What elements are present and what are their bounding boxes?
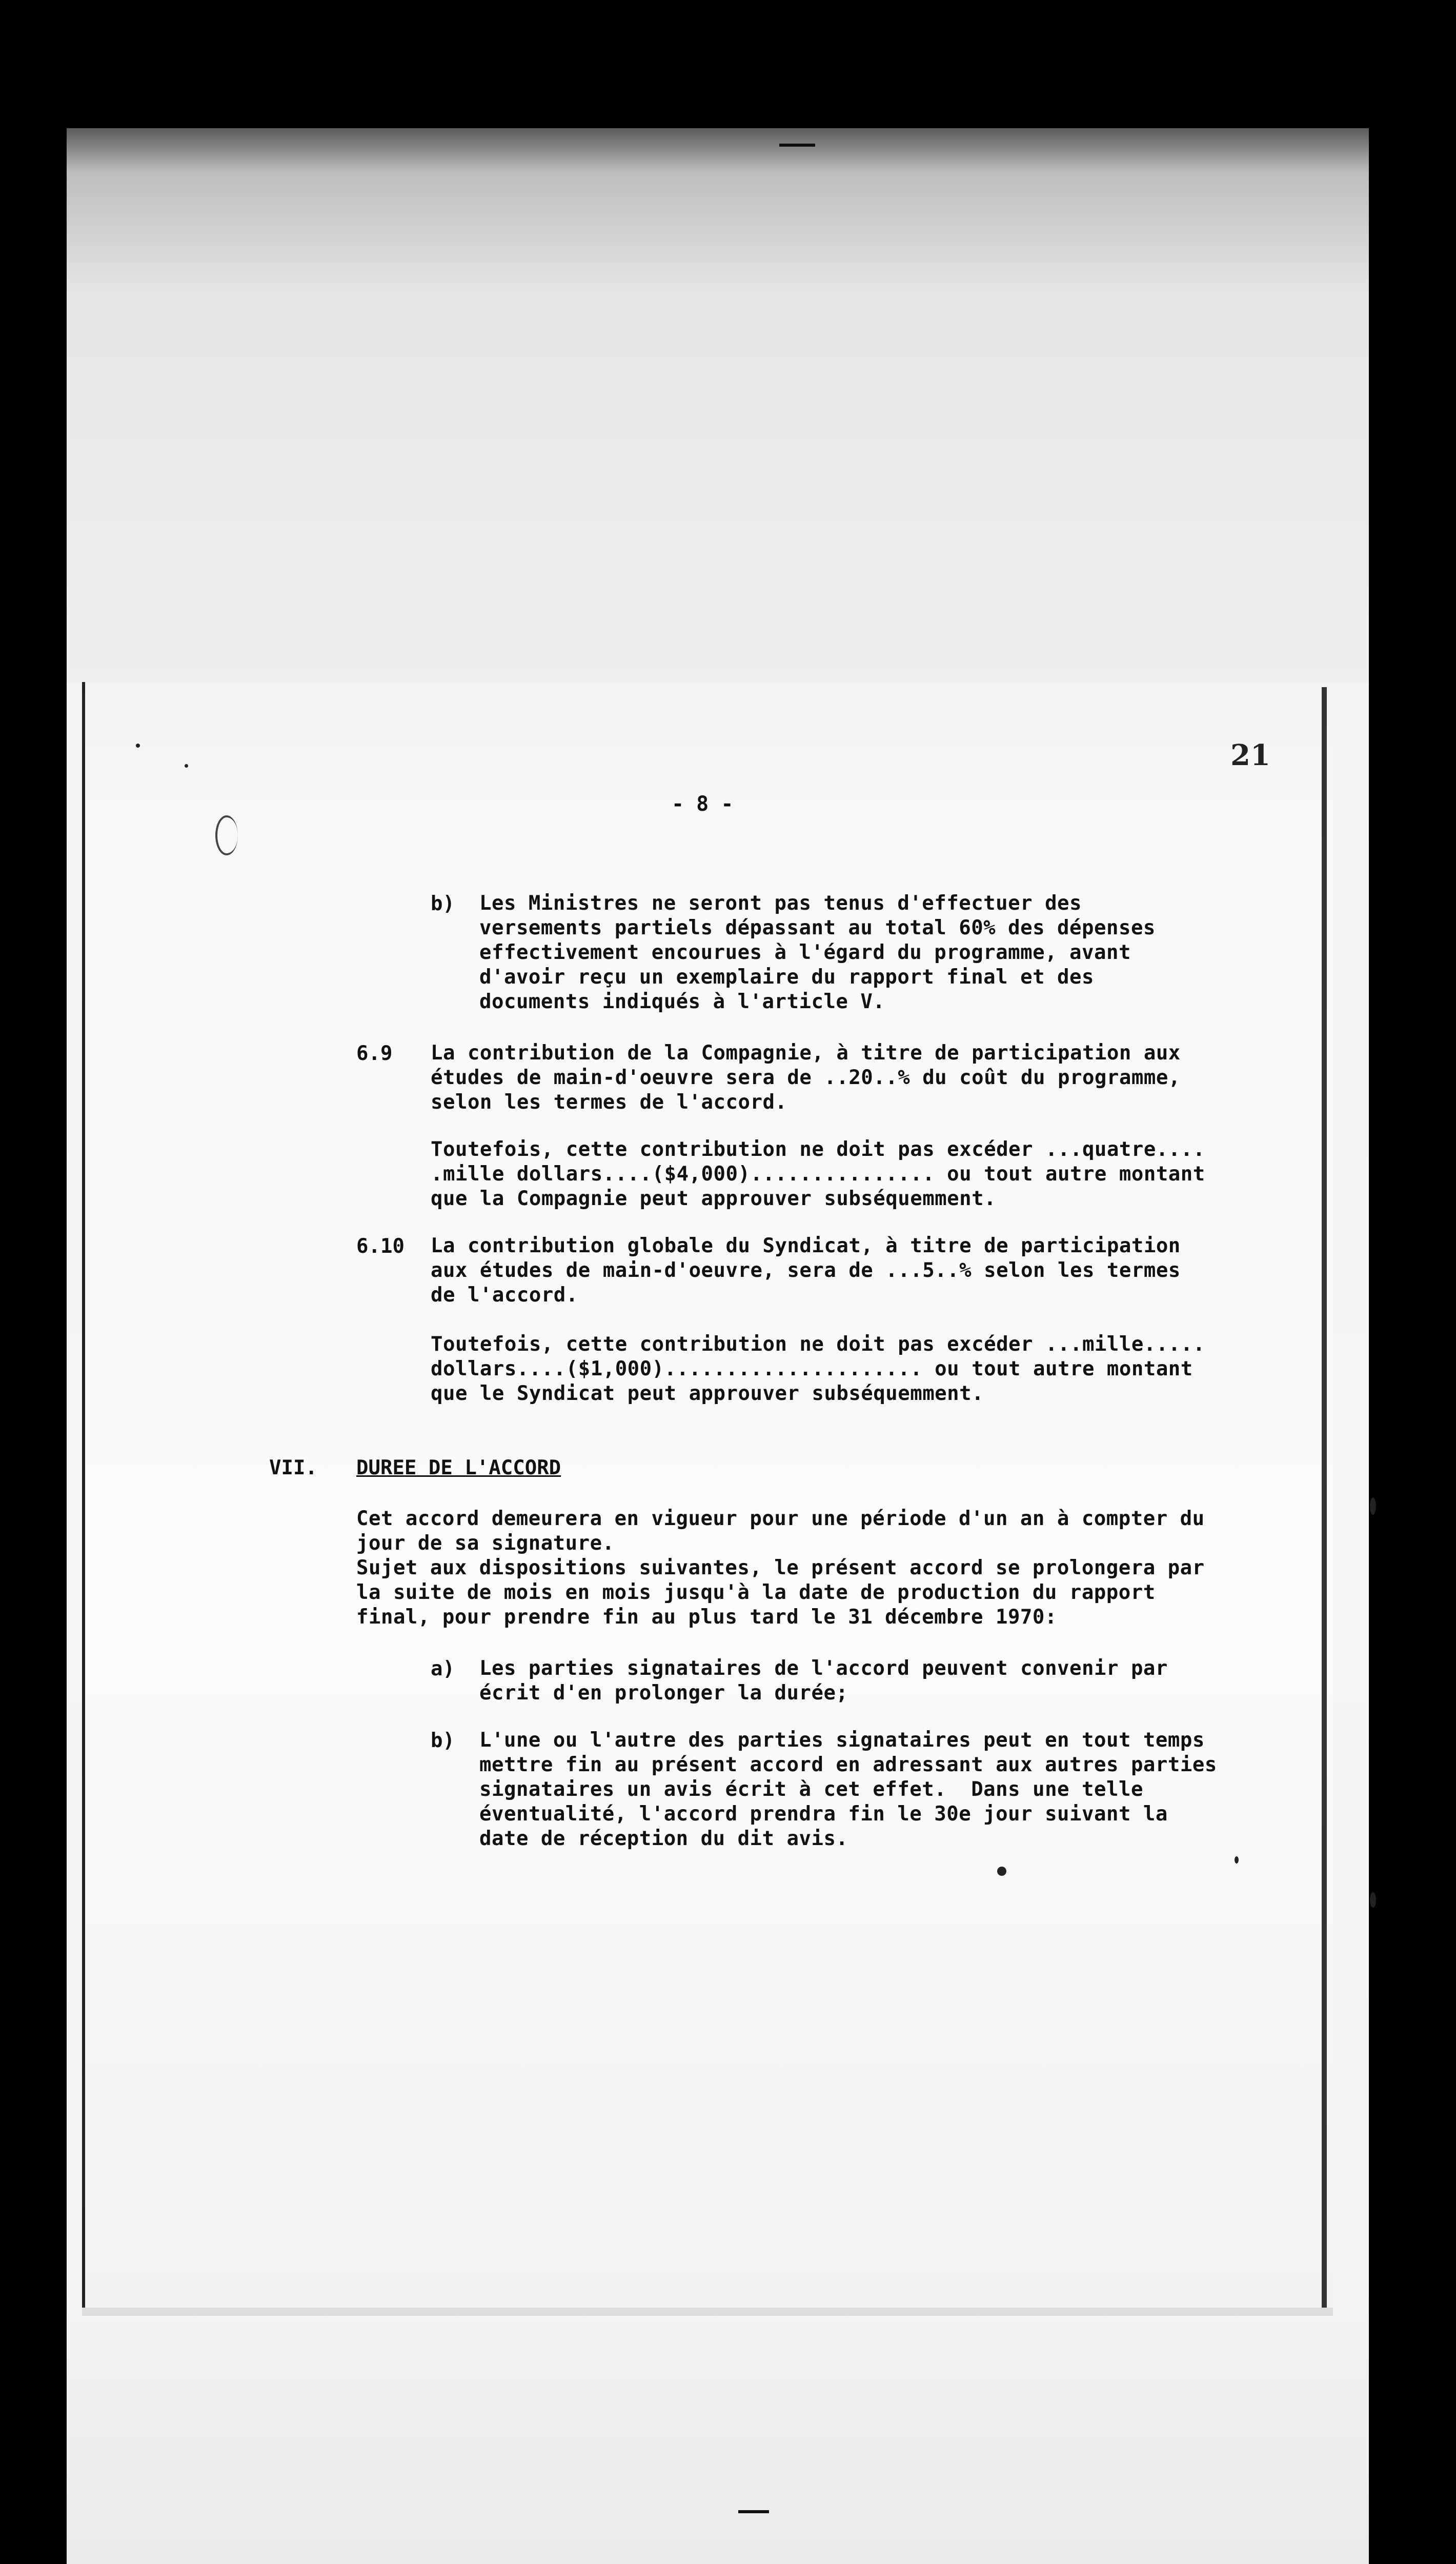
- speck: [1235, 1856, 1239, 1864]
- section-vii-line: Cet accord demeurera en vigueur pour une période d'un an à compter du: [356, 1507, 1205, 1530]
- section-vii-number: VII.: [269, 1456, 317, 1479]
- section-6-9-line: études de main-d'oeuvre sera de ..20..% du coût du programme,: [431, 1066, 1181, 1089]
- section-vii-item-a-label: a): [431, 1657, 455, 1680]
- section-vii-line: Sujet aux dispositions suivantes, le présent accord se prolongera par: [356, 1556, 1205, 1579]
- section-vii-item-b-line: L'une ou l'autre des parties signataires peut en tout temps: [479, 1729, 1205, 1752]
- section-6-9-line: La contribution de la Compagnie, à titre de participation aux: [431, 1041, 1181, 1065]
- section-6-9-toutefois-line: Toutefois, cette contribution ne doit pas excéder ...quatre....: [431, 1138, 1205, 1161]
- section-6-9-number: 6.9: [356, 1042, 393, 1065]
- stamp-number: 21: [1230, 738, 1270, 772]
- speck: [997, 1867, 1006, 1876]
- section-vii-item-b-line: mettre fin au présent accord en adressant aux autres parties: [479, 1753, 1217, 1776]
- hole-punch-artifact: [215, 815, 238, 855]
- item-b-line: d'avoir reçu un exemplaire du rapport final et des: [479, 966, 1094, 989]
- section-6-10-toutefois-line: Toutefois, cette contribution ne doit pas excéder ...mille.....: [431, 1333, 1205, 1356]
- previous-frame-area: [67, 128, 1369, 682]
- section-vii-item-b-label: b): [431, 1729, 455, 1752]
- section-vii-item-b-line: éventualité, l'accord prendra fin le 30e jour suivant la: [479, 1802, 1168, 1826]
- section-6-9-toutefois-line: que la Compagnie peut approuver subséquemment.: [431, 1187, 997, 1210]
- section-vii-line: final, pour prendre fin au plus tard le 31 décembre 1970:: [356, 1606, 1057, 1629]
- section-6-9-toutefois-line: .mille dollars....($4,000)............... ou tout autre montant: [431, 1163, 1205, 1186]
- frame-mark-middle: [738, 2510, 769, 2513]
- section-6-10-toutefois-line: dollars....($1,000)..................... ou tout autre montant: [431, 1357, 1193, 1380]
- section-vii-line: la suite de mois en mois jusqu'à la date de production du rapport: [356, 1581, 1156, 1604]
- section-6-10-number: 6.10: [356, 1235, 405, 1258]
- item-b-line: Les Ministres ne seront pas tenus d'effectuer des: [479, 892, 1082, 915]
- frame-mark-top: [779, 144, 815, 147]
- section-6-10-toutefois-line: que le Syndicat peut approuver subséquemment.: [431, 1382, 984, 1405]
- page-bottom-edge: [82, 2308, 1333, 2316]
- section-vii-item-b-line: date de réception du dit avis.: [479, 1827, 848, 1850]
- speck: [136, 744, 140, 748]
- item-b-line: versements partiels dépassant au total 60% des dépenses: [479, 916, 1156, 939]
- section-vii-line: jour de sa signature.: [356, 1532, 615, 1555]
- page-indicator: - 8 -: [672, 792, 734, 816]
- item-b-line: effectivement encourues à l'égard du programme, avant: [479, 941, 1131, 964]
- section-vii-item-b-line: signataires un avis écrit à cet effet. Dans une telle: [479, 1778, 1143, 1801]
- item-b-label: b): [431, 892, 455, 915]
- section-vii-item-a-line: Les parties signataires de l'accord peuvent convenir par: [479, 1657, 1168, 1680]
- page-edge: [1322, 687, 1327, 2308]
- section-6-10-line: aux études de main-d'oeuvre, sera de ...5..% selon les termes: [431, 1259, 1181, 1282]
- section-vii-heading: DUREE DE L'ACCORD: [356, 1456, 561, 1479]
- edge-mark: [1370, 1497, 1376, 1515]
- section-vii-item-a-line: écrit d'en prolonger la durée;: [479, 1681, 848, 1705]
- speck: [185, 764, 188, 768]
- edge-mark: [1370, 1892, 1376, 1908]
- section-6-10-line: La contribution globale du Syndicat, à titre de participation: [431, 1234, 1181, 1257]
- item-b-line: documents indiqués à l'article V.: [479, 990, 885, 1013]
- section-6-9-line: selon les termes de l'accord.: [431, 1091, 787, 1114]
- section-6-10-line: de l'accord.: [431, 1284, 578, 1307]
